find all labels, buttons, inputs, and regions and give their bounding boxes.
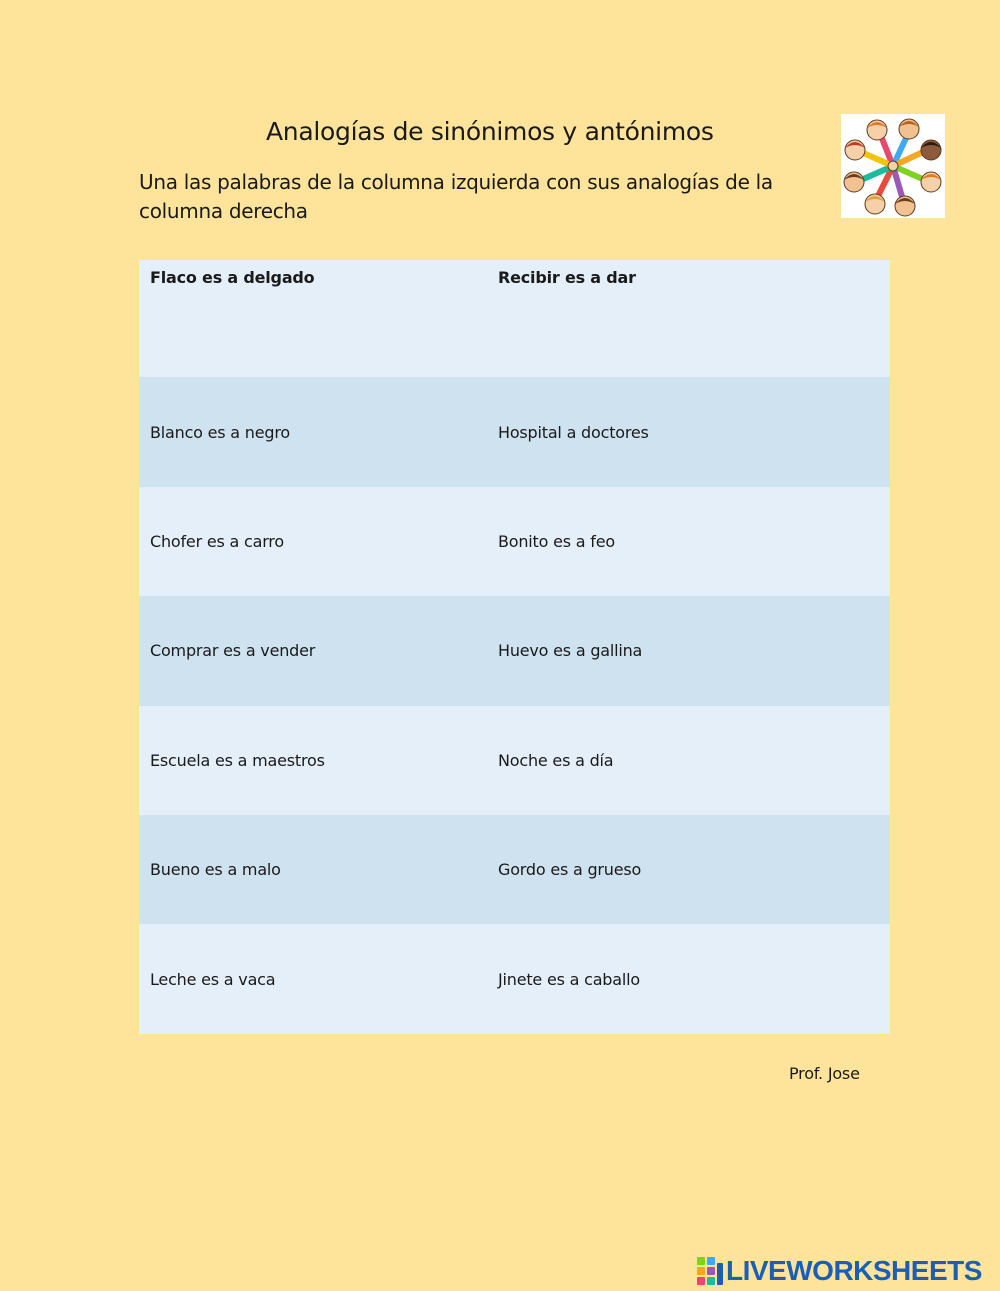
right-cell: Jinete es a caballo xyxy=(487,924,890,1033)
worksheet-instructions: Una las palabras de la columna izquierda con sus analogías de la columna derecha xyxy=(139,170,773,223)
liveworksheets-logo-icon xyxy=(697,1257,723,1285)
analogies-table xyxy=(139,260,890,1034)
right-cell: Gordo es a grueso xyxy=(487,815,890,924)
table-row xyxy=(139,377,890,486)
table-row xyxy=(139,487,890,596)
left-cell: Comprar es a vender xyxy=(139,596,487,705)
liveworksheets-brand xyxy=(697,1255,982,1287)
left-cell: Escuela es a maestros xyxy=(139,706,487,815)
right-cell: Bonito es a feo xyxy=(487,487,890,596)
table-row xyxy=(139,596,890,705)
table-row xyxy=(139,924,890,1033)
left-cell: Blanco es a negro xyxy=(139,377,487,486)
header-right-cell: Recibir es a dar xyxy=(487,260,890,377)
children-circle-icon xyxy=(841,114,945,218)
left-cell: Leche es a vaca xyxy=(139,924,487,1033)
table-row xyxy=(139,815,890,924)
worksheet-title: Analogías de sinónimos y antónimos xyxy=(266,117,714,146)
left-cell: Chofer es a carro xyxy=(139,487,487,596)
teacher-signature: Prof. Jose xyxy=(789,1064,860,1083)
right-cell: Noche es a día xyxy=(487,706,890,815)
right-cell: Hospital a doctores xyxy=(487,377,890,486)
brand-name: LIVEWORKSHEETS xyxy=(726,1255,982,1286)
right-cell: Huevo es a gallina xyxy=(487,596,890,705)
left-cell: Bueno es a malo xyxy=(139,815,487,924)
header-left-cell: Flaco es a delgado xyxy=(139,260,487,377)
table-row xyxy=(139,706,890,815)
table-header-row xyxy=(139,260,890,377)
